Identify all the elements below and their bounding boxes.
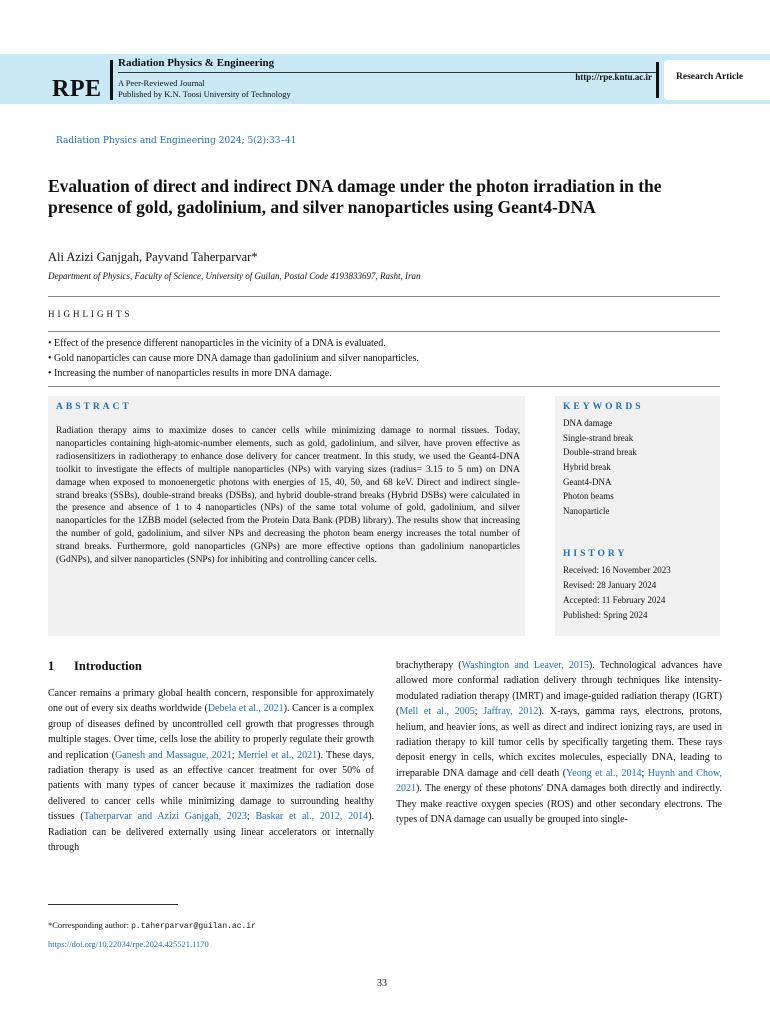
citation-link[interactable]: Ganesh and Massague, 2021	[115, 749, 232, 761]
highlights-heading-rule	[48, 331, 720, 332]
highlights-top-rule	[48, 296, 720, 297]
body-text: Cancer remains a primary global health concern, responsible for approximately one out of every six deaths worldwide (	[48, 688, 374, 715]
doi-link[interactable]: https://doi.org/10.22034/rpe.2024.425521.1170	[48, 939, 209, 949]
page-number: 33	[377, 978, 387, 989]
body-text: ). The energy of these photons' DNA damages both directly and indirectly. They make reactive oxygen species (ROS) and other secondary electrons. The types of DNA damage can usually be grouped into single-	[396, 783, 722, 826]
citation-link[interactable]: Huynh and Chow, 2021	[396, 767, 722, 795]
journal-logo: RPE	[52, 76, 102, 102]
highlight-item: • Effect of the presence different nanoparticles in the vicinity of a DNA is evaluated.	[48, 338, 386, 349]
body-text: ;	[231, 749, 238, 761]
introduction-right-column	[396, 658, 722, 890]
keyword-item: DNA damage	[563, 418, 613, 428]
logo-divider	[110, 60, 113, 100]
journal-publisher: Published by K.N. Toosi University of Technology	[118, 89, 291, 99]
journal-subtitle: A Peer-Reviewed Journal	[118, 78, 205, 88]
highlight-item: • Increasing the number of nanoparticles results in more DNA damage.	[48, 368, 332, 379]
keyword-item: Hybrid break	[563, 462, 611, 472]
keyword-item: Double-strand break	[563, 447, 637, 457]
journal-header-band	[0, 54, 770, 104]
section-number: 1	[48, 659, 55, 673]
footnote-rule	[48, 904, 178, 905]
citation-link[interactable]: Jaffray, 2012	[483, 706, 539, 718]
history-item: Accepted: 11 February 2024	[563, 595, 666, 605]
section-heading-introduction	[48, 659, 142, 674]
article-title: Evaluation of direct and indirect DNA damage under the photon irradiation in the presence of gold, gadolinium, and silver nanoparticles using Geant4-DNA	[48, 176, 662, 217]
highlight-item: • Gold nanoparticles can cause more DNA damage than gadolinium and silver nanoparticles.	[48, 353, 419, 364]
url-divider	[656, 62, 659, 98]
body-text: ). Technological advances have allowed more conformal radiation delivery through techniques like intensity-modulated radiation therapy (IMRT) and image-guided radiation therapy (IGRT) (	[396, 660, 722, 718]
history-item: Revised: 28 January 2024	[563, 580, 657, 590]
history-item: Received: 16 November 2023	[563, 565, 671, 575]
keywords-heading: KEYWORDS	[563, 402, 644, 412]
article-type-label: Research Article	[676, 72, 744, 82]
abstract-heading: ABSTRACT	[56, 402, 132, 412]
body-text: ). These days, radiation therapy is used as an effective cancer treatment for over 50% of patients with many types of cancer because it maximizes the radiation dose delivered to cancer cells while minimizing damage to surrounding healthy tissues (	[48, 749, 374, 823]
journal-url-link[interactable]: http://rpe.kntu.ac.ir	[575, 72, 652, 82]
citation-link[interactable]: Yeong et al., 2014	[566, 767, 642, 779]
citation-link[interactable]: Merriel et al., 2021	[237, 749, 318, 761]
history-heading: HISTORY	[563, 549, 628, 559]
body-text: ;	[641, 767, 648, 779]
corresponding-author-footnote	[48, 920, 256, 931]
body-text: ). X-rays, gamma rays, electrons, protons, helium, and heavier ions, as well as direct and indirect ionizing rays, are used in radiation therapy to kill tumor cells by specifically targeting them. These rays deposit energy in cells, which excites molecules, especially DNA, leading to irreparable DNA damage and cell death (	[396, 706, 722, 779]
abstract-text: Radiation therapy aims to maximize doses to cancer cells while minimizing damage to normal tissues. Today, nanoparticles containing high-atomic-number elements, such as gold, gadolinium, and silver, have proven effective as radiosensitizers in radiotherapy to enhance dose delivery for cancer treatment. In this study, we used the Geant4-DNA toolkit to investigate the effects of multiple nanoparticles (NPs) with varying sizes (radius= 3.15 to 5 nm) on DNA damage when exposed to monoenergetic photons with energies of 15, 40, 50, and 68 keV. Direct and indirect single-strand breaks (SSBs), double-strand breaks (DSBs), and hybrid double-strand breaks (Hybrid DSBs) were calculated in the presence and absence of 1 to 4 nanoparticles (NPs) of the same total volume of gold, gadolinium, and silver nanoparticles for the 1ZBB model (selected from the Protein Data Bank (PDB) library). The results show that increasing the number of gold, gadolinium, and silver NPs and decreasing the photon beam energy increases the total number of strand breaks. Furthermore, gold nanoparticles (GNPs) are more effective options than gadolinium nanoparticles (GdNPs), and silver nanoparticles (SNPs) for inhibiting and controlling cancer cells.	[56, 426, 520, 566]
body-text: ;	[246, 811, 256, 823]
keyword-item: Single-strand break	[563, 433, 634, 443]
keyword-item: Nanoparticle	[563, 506, 610, 516]
body-text: ). Radiation can be delivered externally using linear accelerators or internally through	[48, 811, 374, 854]
citation-link[interactable]: Debela et al., 2021	[207, 703, 284, 715]
highlights-bottom-rule	[48, 386, 720, 387]
citation-link[interactable]: Baskar et al., 2012, 2014	[255, 811, 369, 823]
citation-link[interactable]: Washington and Leaver, 2015	[461, 660, 589, 671]
article-authors: Ali Azizi Ganjgah, Payvand Taherparvar*	[48, 250, 258, 264]
body-text: brachytherapy (	[396, 660, 462, 671]
body-text: ;	[474, 706, 484, 718]
journal-name: Radiation Physics & Engineering	[118, 57, 275, 69]
author-affiliation: Department of Physics, Faculty of Science, University of Guilan, Postal Code 4193833697, Rasht, Iran	[48, 271, 421, 281]
highlights-heading: HIGHLIGHTS	[48, 309, 133, 319]
body-text: ). Cancer is a complex group of diseases defined by uncontrolled cell growth that progresses through multiple stages. Over time, cells lose the ability to properly regulate their growth and replication (	[48, 703, 374, 761]
keyword-item: Geant4-DNA	[563, 477, 612, 487]
history-item: Published: Spring 2024	[563, 610, 648, 620]
author-email[interactable]: p.taherparvar@guilan.ac.ir	[131, 922, 256, 931]
citation-line[interactable]: Radiation Physics and Engineering 2024; 5(2):33–41	[56, 136, 297, 146]
citation-link[interactable]: Mell et al., 2005	[399, 706, 475, 718]
section-title: Introduction	[74, 659, 142, 673]
keyword-item: Photon beams	[563, 491, 614, 501]
footnote-label: *Corresponding author:	[48, 920, 132, 930]
citation-link[interactable]: Taherparvar and Azizi Ganjgah, 2023	[83, 811, 247, 823]
introduction-left-column	[48, 686, 374, 896]
